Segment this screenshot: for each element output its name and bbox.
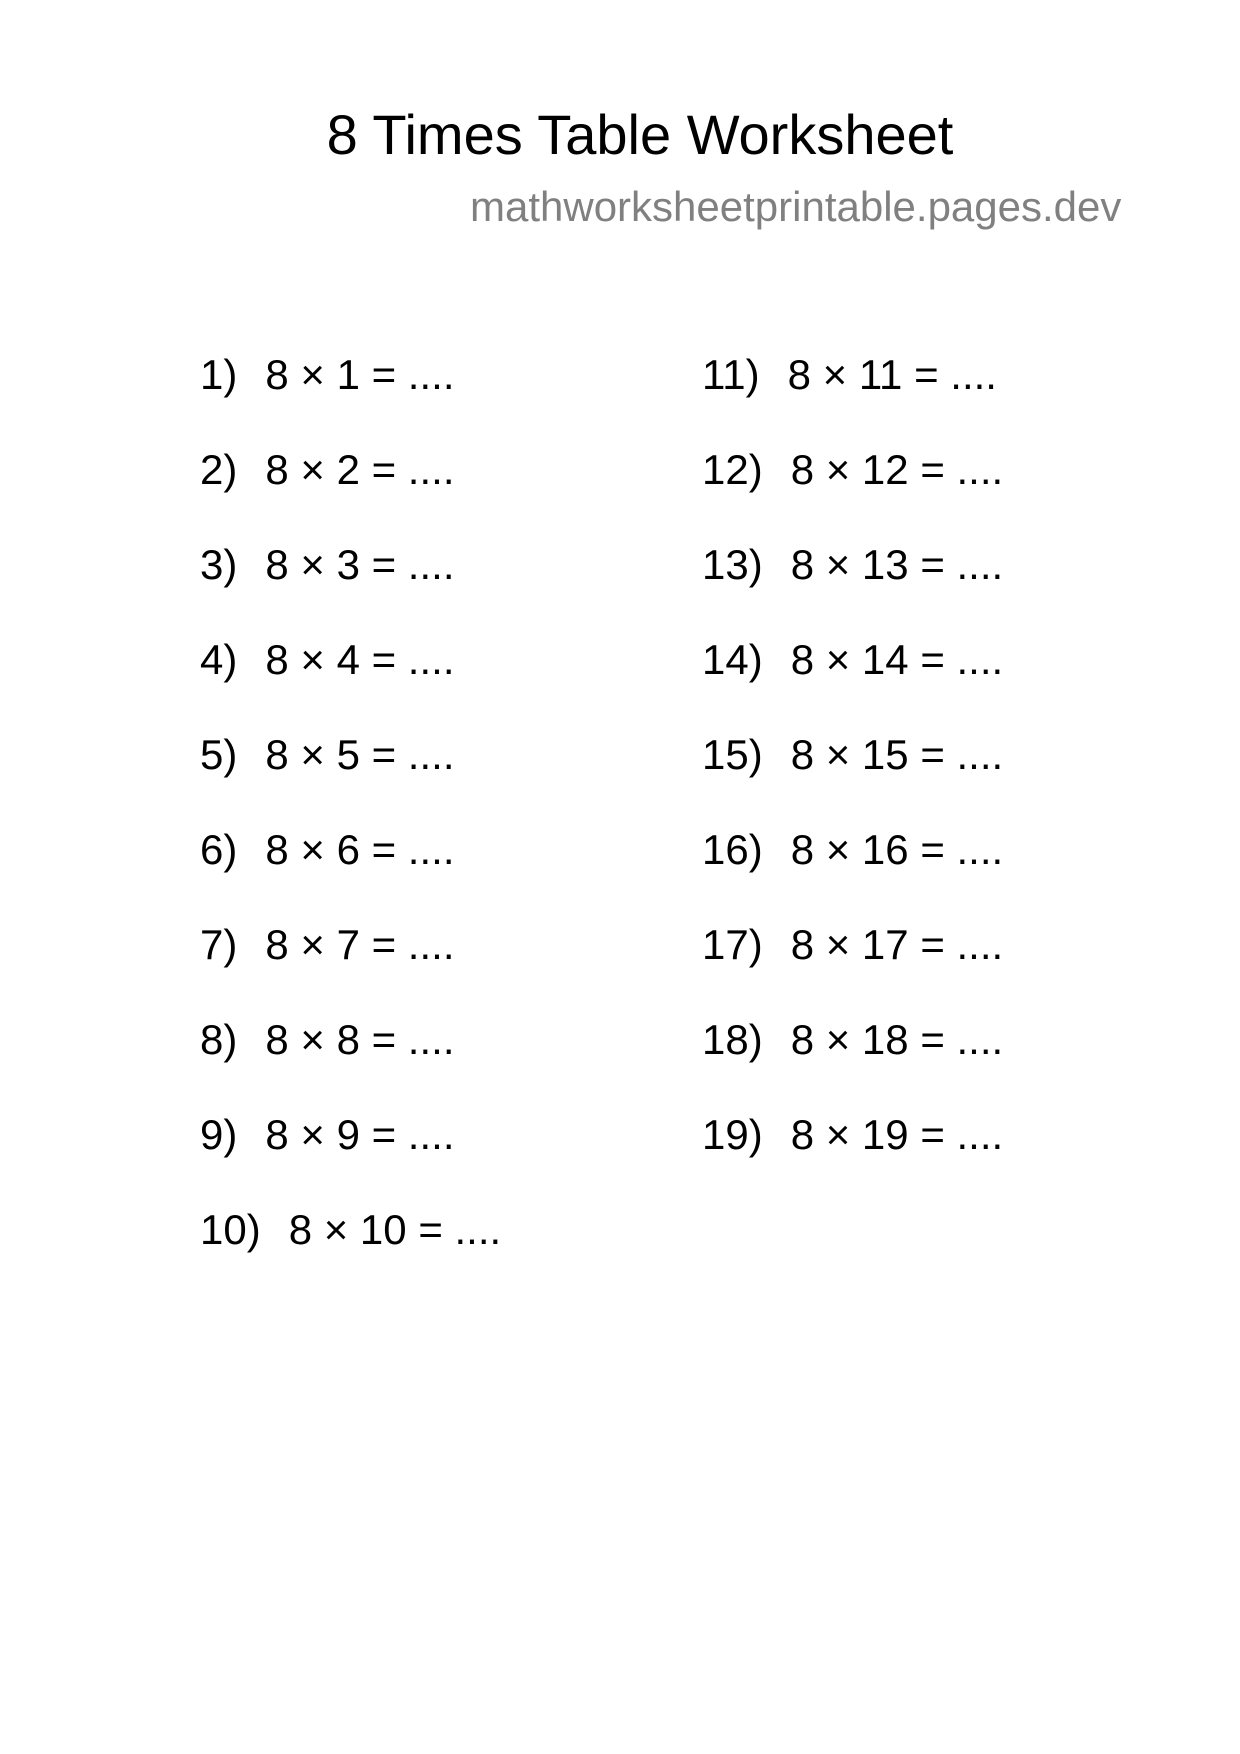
problem-item <box>702 920 1003 1015</box>
problem-item <box>702 730 1003 825</box>
problem-item <box>200 445 501 540</box>
problem-expression: 8 × 15 = .... <box>790 731 1004 778</box>
problem-item <box>200 635 501 730</box>
worksheet-title: 8 Times Table Worksheet <box>326 103 954 166</box>
problem-expression: 8 × 13 = .... <box>790 541 1004 588</box>
problem-item <box>702 540 1003 635</box>
problem-item <box>200 1015 501 1110</box>
problem-expression: 8 × 10 = .... <box>288 1206 502 1253</box>
problem-item <box>200 540 501 635</box>
problem-expression: 8 × 16 = .... <box>790 826 1004 873</box>
problem-expression: 8 × 18 = .... <box>790 1016 1004 1063</box>
problem-expression: 8 × 8 = .... <box>265 1016 455 1063</box>
problem-expression: 8 × 12 = .... <box>790 446 1004 493</box>
problem-item <box>200 920 501 1015</box>
problem-column-right <box>702 350 1003 1205</box>
problem-item <box>702 445 1003 540</box>
problem-number: 14) <box>702 636 763 683</box>
problem-number: 10) <box>200 1206 261 1253</box>
problem-number: 7) <box>200 921 238 968</box>
problem-expression: 8 × 4 = .... <box>265 636 455 683</box>
problem-expression: 8 × 11 = .... <box>787 351 997 398</box>
problem-number: 2) <box>200 446 238 493</box>
problem-number: 16) <box>702 826 763 873</box>
problem-number: 4) <box>200 636 238 683</box>
problem-number: 1) <box>200 351 238 398</box>
problem-number: 8) <box>200 1016 238 1063</box>
problem-number: 9) <box>200 1111 238 1158</box>
problem-number: 15) <box>702 731 763 778</box>
problem-number: 18) <box>702 1016 763 1063</box>
problem-number: 13) <box>702 541 763 588</box>
problem-expression: 8 × 19 = .... <box>790 1111 1004 1158</box>
problem-expression: 8 × 5 = .... <box>265 731 455 778</box>
problem-item <box>200 825 501 920</box>
problem-item <box>200 350 501 445</box>
problem-number: 5) <box>200 731 238 778</box>
problem-number: 12) <box>702 446 763 493</box>
problem-expression: 8 × 3 = .... <box>265 541 455 588</box>
problem-item <box>200 730 501 825</box>
problem-number: 3) <box>200 541 238 588</box>
problem-item <box>702 1110 1003 1205</box>
problem-expression: 8 × 9 = .... <box>265 1111 455 1158</box>
problem-expression: 8 × 6 = .... <box>265 826 455 873</box>
problem-item <box>702 350 1003 445</box>
problem-expression: 8 × 1 = .... <box>265 351 455 398</box>
problem-item <box>200 1110 501 1205</box>
problem-number: 19) <box>702 1111 763 1158</box>
problem-column-left <box>200 350 501 1300</box>
problem-number: 17) <box>702 921 763 968</box>
problem-expression: 8 × 14 = .... <box>790 636 1004 683</box>
problem-item <box>702 825 1003 920</box>
problem-item <box>702 1015 1003 1110</box>
problem-expression: 8 × 7 = .... <box>265 921 455 968</box>
problem-expression: 8 × 2 = .... <box>265 446 455 493</box>
problem-item <box>702 635 1003 730</box>
problem-number: 6) <box>200 826 238 873</box>
problem-expression: 8 × 17 = .... <box>790 921 1004 968</box>
problem-number: 11) <box>702 351 760 398</box>
problem-item <box>200 1205 501 1300</box>
source-url: mathworksheetprintable.pages.dev <box>470 183 1122 230</box>
